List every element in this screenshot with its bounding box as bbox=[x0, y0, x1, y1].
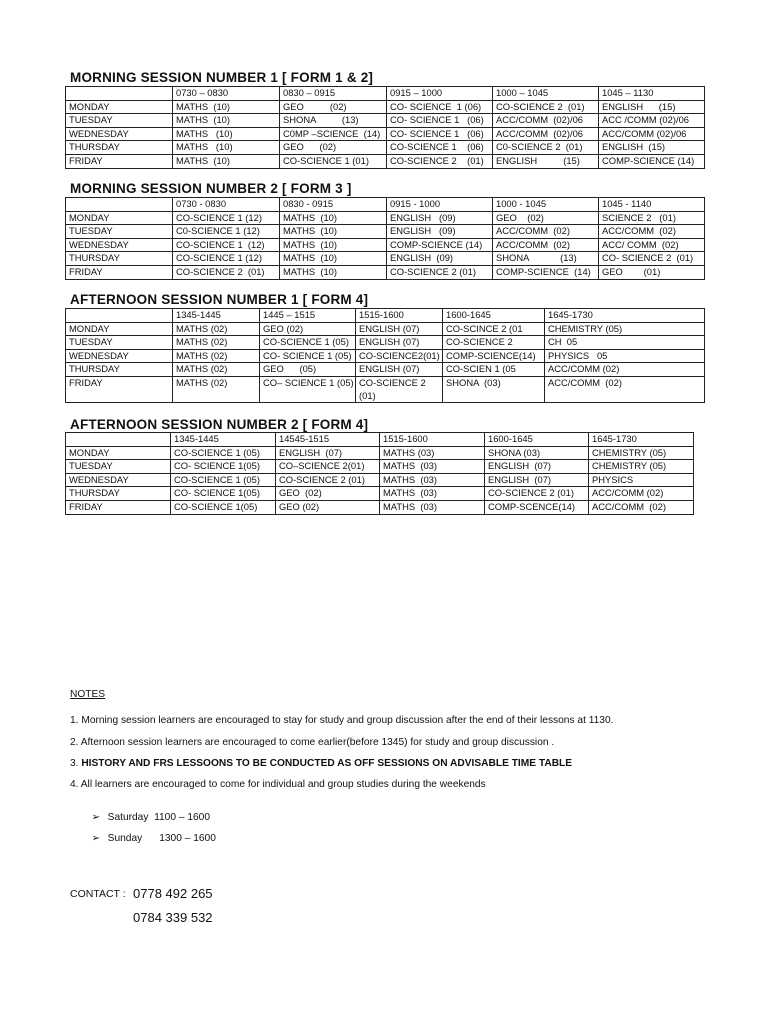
lesson-cell: ENGLISH (15) bbox=[599, 141, 705, 155]
table-row bbox=[66, 500, 694, 514]
lesson-cell: MATHS (10) bbox=[280, 211, 387, 225]
lesson-cell: COMP-SCIENCE (14) bbox=[493, 265, 599, 279]
time-slot-header: 0730 - 0830 bbox=[173, 198, 280, 212]
section-title-afternoon-1: AFTERNOON SESSION NUMBER 1 [ FORM 4] bbox=[70, 292, 369, 307]
lesson-cell: CO-SCIENCE 2 (01) bbox=[387, 154, 493, 168]
lesson-cell: CO- SCIENCE 1(05) bbox=[171, 487, 276, 501]
lesson-cell: ACC /COMM (02)/06 bbox=[599, 114, 705, 128]
lesson-cell: ACC/COMM (02) bbox=[545, 363, 705, 377]
lesson-cell: CO-SCIENCE 2 bbox=[443, 336, 545, 350]
table-row bbox=[66, 363, 705, 377]
saturday-hours: Saturday 1100 – 1600 bbox=[107, 812, 211, 823]
lesson-cell: SHONA (03) bbox=[485, 446, 589, 460]
time-slot-header: 1345-1445 bbox=[171, 433, 276, 447]
time-slot-header bbox=[66, 309, 173, 323]
day-cell: THURSDAY bbox=[66, 141, 173, 155]
lesson-cell: CO-SCIENCE 1(05) bbox=[171, 500, 276, 514]
lesson-cell: MATHS (02) bbox=[173, 322, 260, 336]
section-title-morning-1: MORNING SESSION NUMBER 1 [ FORM 1 & 2] bbox=[70, 70, 374, 85]
lesson-cell: SHONA (13) bbox=[280, 114, 387, 128]
time-slot-header: 0830 - 0915 bbox=[280, 198, 387, 212]
timetable-morning-2 bbox=[65, 197, 705, 280]
table-row bbox=[66, 322, 705, 336]
timetable-afternoon-2 bbox=[65, 432, 694, 515]
lesson-cell: CHEMISTRY (05) bbox=[545, 322, 705, 336]
time-slot-header: 1445 – 1515 bbox=[260, 309, 356, 323]
lesson-cell: SHONA (13) bbox=[493, 252, 599, 266]
lesson-cell: CO-SCIENCE 1 (01) bbox=[280, 154, 387, 168]
lesson-cell: MATHS (10) bbox=[280, 252, 387, 266]
lesson-cell: CHEMISTRY (05) bbox=[589, 446, 694, 460]
lesson-cell: CO-SCIENCE 2 (01) bbox=[173, 265, 280, 279]
header-row bbox=[66, 433, 694, 447]
lesson-cell: ACC/COMM (02) bbox=[545, 376, 705, 402]
timetable-afternoon-1 bbox=[65, 308, 705, 403]
lesson-cell: GEO (01) bbox=[599, 265, 705, 279]
day-cell: TUESDAY bbox=[66, 460, 171, 474]
table-row bbox=[66, 460, 694, 474]
day-cell: MONDAY bbox=[66, 322, 173, 336]
day-cell: MONDAY bbox=[66, 100, 173, 114]
lesson-cell: MATHS (03) bbox=[380, 446, 485, 460]
lesson-cell: GEO (02) bbox=[280, 141, 387, 155]
time-slot-header: 1345-1445 bbox=[173, 309, 260, 323]
lesson-cell: CO-SCIENCE 2 (01) bbox=[387, 265, 493, 279]
lesson-cell: ACC/COMM (02) bbox=[589, 500, 694, 514]
lesson-cell: C0MP –SCIENCE (14) bbox=[280, 127, 387, 141]
time-slot-header: 0915 – 1000 bbox=[387, 87, 493, 101]
lesson-cell: ACC/COMM (02) bbox=[599, 225, 705, 239]
day-cell: FRIDAY bbox=[66, 265, 173, 279]
table-row bbox=[66, 349, 705, 363]
lesson-cell: COMP-SCIENCE (14) bbox=[387, 238, 493, 252]
note-2: 2. Afternoon session learners are encouraged to come earlier(before 1345) for study and group discussion . bbox=[70, 737, 555, 748]
day-cell: THURSDAY bbox=[66, 252, 173, 266]
table-row bbox=[66, 473, 694, 487]
section-title-morning-2: MORNING SESSION NUMBER 2 [ FORM 3 ] bbox=[70, 181, 352, 196]
lesson-cell: MATHS (10) bbox=[173, 141, 280, 155]
day-cell: WEDNESDAY bbox=[66, 349, 173, 363]
lesson-cell: SCIENCE 2 (01) bbox=[599, 211, 705, 225]
lesson-cell: CO– SCIENCE 1 (05) bbox=[260, 376, 356, 402]
lesson-cell: ACC/COMM (02)/06 bbox=[493, 127, 599, 141]
lesson-cell: SHONA (03) bbox=[443, 376, 545, 402]
lesson-cell: COMP-SCIENCE(14) bbox=[443, 349, 545, 363]
lesson-cell: MATHS (10) bbox=[280, 265, 387, 279]
lesson-cell: CO-SCIENCE 2 (01) bbox=[356, 376, 443, 402]
day-cell: MONDAY bbox=[66, 446, 171, 460]
lesson-cell: MATHS (10) bbox=[173, 154, 280, 168]
lesson-cell: ENGLISH (15) bbox=[493, 154, 599, 168]
table-row bbox=[66, 225, 705, 239]
day-cell: WEDNESDAY bbox=[66, 238, 173, 252]
note-3-text: HISTORY AND FRS LESSOONS TO BE CONDUCTED AS OFF SESSIONS ON ADVISABLE TIME TABLE bbox=[81, 758, 573, 769]
lesson-cell: C0-SCIENCE 1 (12) bbox=[173, 225, 280, 239]
lesson-cell: MATHS (10) bbox=[280, 225, 387, 239]
time-slot-header: 0830 – 0915 bbox=[280, 87, 387, 101]
section-title-afternoon-2: AFTERNOON SESSION NUMBER 2 [ FORM 4] bbox=[70, 417, 369, 432]
lesson-cell: MATHS (10) bbox=[173, 100, 280, 114]
header-row bbox=[66, 198, 705, 212]
lesson-cell: COMP-SCENCE(14) bbox=[485, 500, 589, 514]
table-row bbox=[66, 487, 694, 501]
notes-title: NOTES bbox=[70, 689, 106, 700]
lesson-cell: CO-SCIENCE 1 (12) bbox=[173, 211, 280, 225]
lesson-cell: CO-SCIENCE 2 (01) bbox=[276, 473, 380, 487]
table-row bbox=[66, 265, 705, 279]
time-slot-header: 1645-1730 bbox=[545, 309, 705, 323]
contact-phone-2: 0784 339 532 bbox=[133, 910, 213, 925]
lesson-cell: ACC/COMM (02) bbox=[493, 238, 599, 252]
time-slot-header: 1600-1645 bbox=[443, 309, 545, 323]
lesson-cell: ENGLISH (07) bbox=[485, 460, 589, 474]
lesson-cell: CO-SCIENCE 1 (06) bbox=[387, 141, 493, 155]
lesson-cell: MATHS (10) bbox=[280, 238, 387, 252]
lesson-cell: CH 05 bbox=[545, 336, 705, 350]
lesson-cell: ENGLISH (15) bbox=[599, 100, 705, 114]
lesson-cell: PHYSICS bbox=[589, 473, 694, 487]
lesson-cell: C0-SCIENCE 2 (01) bbox=[493, 141, 599, 155]
time-slot-header: 14545-1515 bbox=[276, 433, 380, 447]
time-slot-header: 1515-1600 bbox=[356, 309, 443, 323]
lesson-cell: MATHS (03) bbox=[380, 487, 485, 501]
day-cell: FRIDAY bbox=[66, 376, 173, 402]
lesson-cell: CO- SCIENCE 1 (05) bbox=[260, 349, 356, 363]
lesson-cell: MATHS (10) bbox=[173, 114, 280, 128]
weekend-saturday bbox=[86, 801, 210, 823]
time-slot-header bbox=[66, 433, 171, 447]
lesson-cell: CO- SCIENCE 1 (06) bbox=[387, 100, 493, 114]
time-slot-header: 1045 - 1140 bbox=[599, 198, 705, 212]
lesson-cell: GEO (02) bbox=[276, 487, 380, 501]
lesson-cell: GEO (02) bbox=[280, 100, 387, 114]
lesson-cell: GEO (05) bbox=[260, 363, 356, 377]
lesson-cell: CO- SCIENCE 2 (01) bbox=[599, 252, 705, 266]
day-cell: WEDNESDAY bbox=[66, 127, 173, 141]
time-slot-header: 1515-1600 bbox=[380, 433, 485, 447]
lesson-cell: CO- SCIENCE 1 (06) bbox=[387, 127, 493, 141]
note-3-number: 3. bbox=[70, 758, 82, 769]
day-cell: TUESDAY bbox=[66, 336, 173, 350]
table-row bbox=[66, 141, 705, 155]
note-4: 4. All learners are encouraged to come for individual and group studies during the weekends bbox=[70, 779, 486, 790]
day-cell: MONDAY bbox=[66, 211, 173, 225]
lesson-cell: CO-SCIENCE 1 (12) bbox=[173, 252, 280, 266]
lesson-cell: CO- SCIENCE 1(05) bbox=[171, 460, 276, 474]
lesson-cell: ENGLISH (07) bbox=[356, 363, 443, 377]
lesson-cell: CO-SCIENCE 2 (01) bbox=[485, 487, 589, 501]
arrow-bullet-icon: ➢ bbox=[91, 812, 101, 823]
time-slot-header: 1645-1730 bbox=[589, 433, 694, 447]
lesson-cell: ACC/COMM (02)/06 bbox=[599, 127, 705, 141]
lesson-cell: COMP-SCIENCE (14) bbox=[599, 154, 705, 168]
table-row bbox=[66, 252, 705, 266]
lesson-cell: CO-SCINCE 2 (01 bbox=[443, 322, 545, 336]
lesson-cell: ENGLISH (09) bbox=[387, 252, 493, 266]
lesson-cell: ACC/COMM (02) bbox=[493, 225, 599, 239]
day-cell: THURSDAY bbox=[66, 363, 173, 377]
timetable-morning-1 bbox=[65, 86, 705, 169]
time-slot-header: 1600-1645 bbox=[485, 433, 589, 447]
contact-phone-1: 0778 492 265 bbox=[133, 886, 213, 901]
table-row bbox=[66, 100, 705, 114]
table-row bbox=[66, 336, 705, 350]
day-cell: THURSDAY bbox=[66, 487, 171, 501]
lesson-cell: CO-SCIENCE 1 (05) bbox=[171, 473, 276, 487]
lesson-cell: CO- SCIENCE 1 (06) bbox=[387, 114, 493, 128]
lesson-cell: CO–SCIENCE 2(01) bbox=[276, 460, 380, 474]
note-1: 1. Morning session learners are encouraged to stay for study and group discussion after the end of their lessons at 1130. bbox=[70, 715, 614, 726]
lesson-cell: ENGLISH (09) bbox=[387, 211, 493, 225]
table-row bbox=[66, 238, 705, 252]
lesson-cell: ENGLISH (07) bbox=[485, 473, 589, 487]
lesson-cell: GEO (02) bbox=[260, 322, 356, 336]
lesson-cell: ENGLISH (09) bbox=[387, 225, 493, 239]
sunday-hours: Sunday 1300 – 1600 bbox=[107, 833, 216, 844]
table-row bbox=[66, 127, 705, 141]
lesson-cell: GEO (02) bbox=[493, 211, 599, 225]
table-row bbox=[66, 154, 705, 168]
time-slot-header: 0915 - 1000 bbox=[387, 198, 493, 212]
lesson-cell: PHYSICS 05 bbox=[545, 349, 705, 363]
lesson-cell: MATHS (02) bbox=[173, 349, 260, 363]
lesson-cell: CHEMISTRY (05) bbox=[589, 460, 694, 474]
contact-label: CONTACT : bbox=[70, 888, 126, 900]
lesson-cell: ACC/COMM (02) bbox=[589, 487, 694, 501]
lesson-cell: CO-SCIEN 1 (05 bbox=[443, 363, 545, 377]
time-slot-header bbox=[66, 198, 173, 212]
time-slot-header: 1045 – 1130 bbox=[599, 87, 705, 101]
lesson-cell: MATHS (03) bbox=[380, 500, 485, 514]
lesson-cell: CO-SCIENCE 2 (01) bbox=[493, 100, 599, 114]
time-slot-header: 0730 – 0830 bbox=[173, 87, 280, 101]
lesson-cell: ENGLISH (07) bbox=[356, 336, 443, 350]
lesson-cell: CO-SCIENCE 1 (12) bbox=[173, 238, 280, 252]
time-slot-header: 1000 – 1045 bbox=[493, 87, 599, 101]
time-slot-header: 1000 - 1045 bbox=[493, 198, 599, 212]
lesson-cell: ACC/ COMM (02) bbox=[599, 238, 705, 252]
note-3 bbox=[70, 758, 572, 769]
arrow-bullet-icon: ➢ bbox=[91, 833, 101, 844]
lesson-cell: CO-SCIENCE2(01) bbox=[356, 349, 443, 363]
lesson-cell: MATHS (03) bbox=[380, 473, 485, 487]
day-cell: FRIDAY bbox=[66, 154, 173, 168]
lesson-cell: MATHS (10) bbox=[173, 127, 280, 141]
lesson-cell: ACC/COMM (02)/06 bbox=[493, 114, 599, 128]
header-row bbox=[66, 309, 705, 323]
table-row bbox=[66, 376, 705, 402]
lesson-cell: CO-SCIENCE 1 (05) bbox=[260, 336, 356, 350]
lesson-cell: MATHS (03) bbox=[380, 460, 485, 474]
lesson-cell: ENGLISH (07) bbox=[276, 446, 380, 460]
lesson-cell: CO-SCIENCE 1 (05) bbox=[171, 446, 276, 460]
lesson-cell: MATHS (02) bbox=[173, 363, 260, 377]
header-row bbox=[66, 87, 705, 101]
day-cell: FRIDAY bbox=[66, 500, 171, 514]
day-cell: TUESDAY bbox=[66, 114, 173, 128]
day-cell: WEDNESDAY bbox=[66, 473, 171, 487]
time-slot-header bbox=[66, 87, 173, 101]
day-cell: TUESDAY bbox=[66, 225, 173, 239]
lesson-cell: GEO (02) bbox=[276, 500, 380, 514]
table-row bbox=[66, 446, 694, 460]
lesson-cell: ENGLISH (07) bbox=[356, 322, 443, 336]
table-row bbox=[66, 211, 705, 225]
table-row bbox=[66, 114, 705, 128]
lesson-cell: MATHS (02) bbox=[173, 376, 260, 402]
lesson-cell: MATHS (02) bbox=[173, 336, 260, 350]
weekend-sunday bbox=[86, 822, 216, 844]
